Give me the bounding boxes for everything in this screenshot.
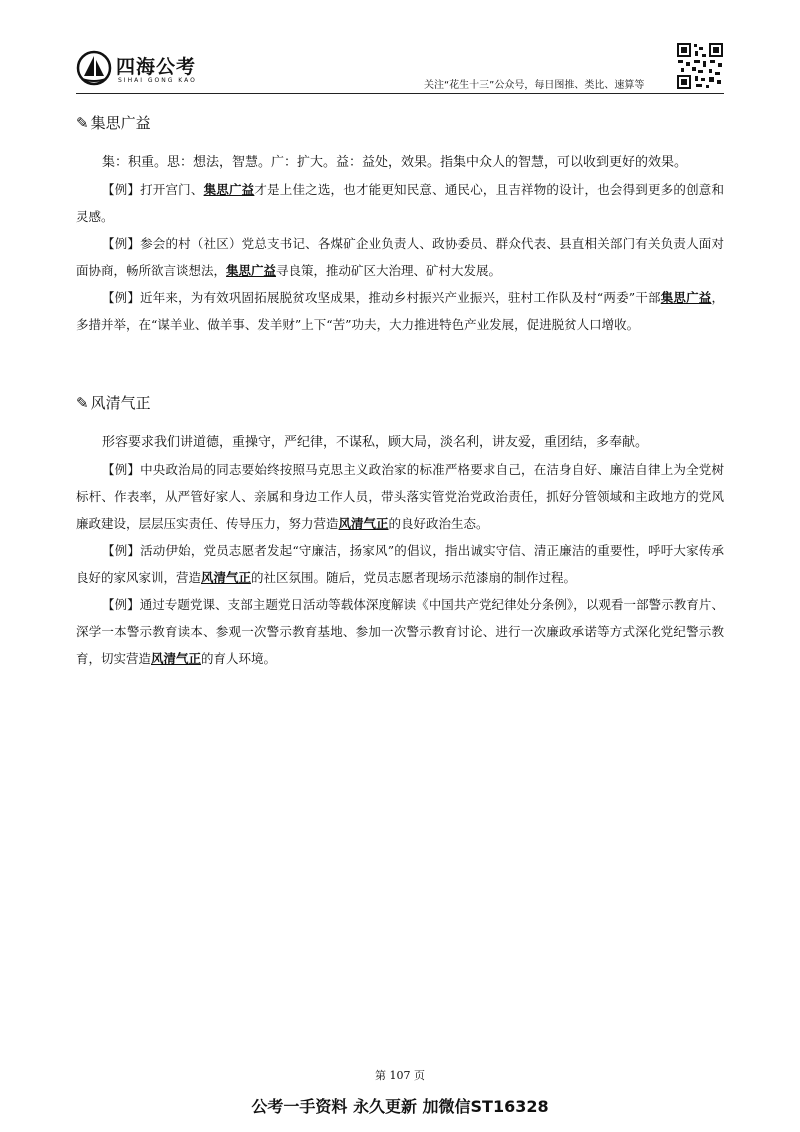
- example-paragraph: 【例】活动伊始，党员志愿者发起“守廉洁，扬家风”的倡议，指出诚实守信、清正廉洁的重要性，呼吁大家传承良好的家风家训，营造风清气正的社区氛围。随后，党员志愿者现场示范漆扇的制作过程。: [76, 543, 724, 585]
- example-paragraph: 【例】近年来，为有效巩固拓展脱贫攻坚成果，推动乡村振兴产业振兴，驻村工作队及村“两委”干部集思广益，多措并举，在“谋羊业、做羊事、发羊财”上下“苦”功夫，大力推进特色产业发展，促进脱贫人口增收。: [76, 290, 724, 332]
- main-content: [76, 106, 724, 672]
- highlighted-term: 集思广益: [226, 263, 277, 278]
- example-paragraph: 【例】中央政治局的同志要始终按照马克思主义政治家的标准严格要求自己，在洁身自好、廉洁自律上为全党树标杆、作表率，从严管好家人、亲属和身边工作人员，带头落实管党治党政治责任，抓好分管领域和主政地方的党风廉政建设，层层压实责任、传导压力，努力营造风清气正的良好政治生态。: [76, 462, 724, 531]
- logo-chinese: 四海公考: [116, 56, 197, 78]
- section-title: ✎ 集思广益: [76, 114, 151, 132]
- footer-advertisement: 公考一手资料 永久更新 加微信ST16328: [251, 1097, 549, 1116]
- follow-notice: 关注“花生十三”公众号，每日图推、类比、速算等: [424, 80, 645, 91]
- pencil-icon: ✎: [76, 394, 89, 412]
- definition: 形容要求我们讲道德，重操守，严纪律，不谋私，顾大局，淡名利，讲友爱，重团结，多奉献。: [102, 435, 649, 450]
- header-divider: [76, 93, 724, 94]
- section-title: ✎ 风清气正: [76, 394, 151, 412]
- highlighted-term: 集思广益: [660, 290, 712, 305]
- example-paragraph: 【例】参会的村（社区）党总支书记、各煤矿企业负责人、政协委员、群众代表、县直相关部门有关负责人面对面协商，畅所欲言谈想法，集思广益寻良策，推动矿区大治理、矿村大发展。: [76, 236, 724, 278]
- pencil-icon: ✎: [76, 114, 89, 132]
- highlighted-term: 风清气正: [151, 651, 202, 666]
- page-number: 第 107 页: [375, 1069, 425, 1082]
- highlighted-term: 风清气正: [338, 516, 389, 531]
- logo-english: SIHAI GONG KAO: [118, 77, 197, 84]
- idiom-section: [76, 112, 724, 338]
- idiom-section: [76, 392, 724, 672]
- example-paragraph: 【例】打开宫门、集思广益才是上佳之选，也才能更知民意、通民心，且吉祥物的设计，也会得到更多的创意和灵感。: [76, 182, 724, 224]
- qr-code-icon: [676, 42, 724, 90]
- example-paragraph: 【例】通过专题党课、支部主题党日活动等载体深度解读《中国共产党纪律处分条例》，以观看一部警示教育片、深学一本警示教育读本、参观一次警示教育基地、参加一次警示教育讨论、进行一次廉政承诺等方式深化党纪警示教育，切实营造风清气正的育人环境。: [76, 597, 724, 666]
- definition: 集：积重。思：想法，智慧。广：扩大。益：益处，效果。指集中众人的智慧，可以收到更好的效果。: [102, 155, 688, 170]
- highlighted-term: 风清气正: [201, 570, 252, 585]
- sailboat-logo-icon: [76, 50, 112, 86]
- highlighted-term: 集思广益: [203, 182, 255, 197]
- logo: [76, 50, 216, 90]
- page-header: [0, 0, 800, 100]
